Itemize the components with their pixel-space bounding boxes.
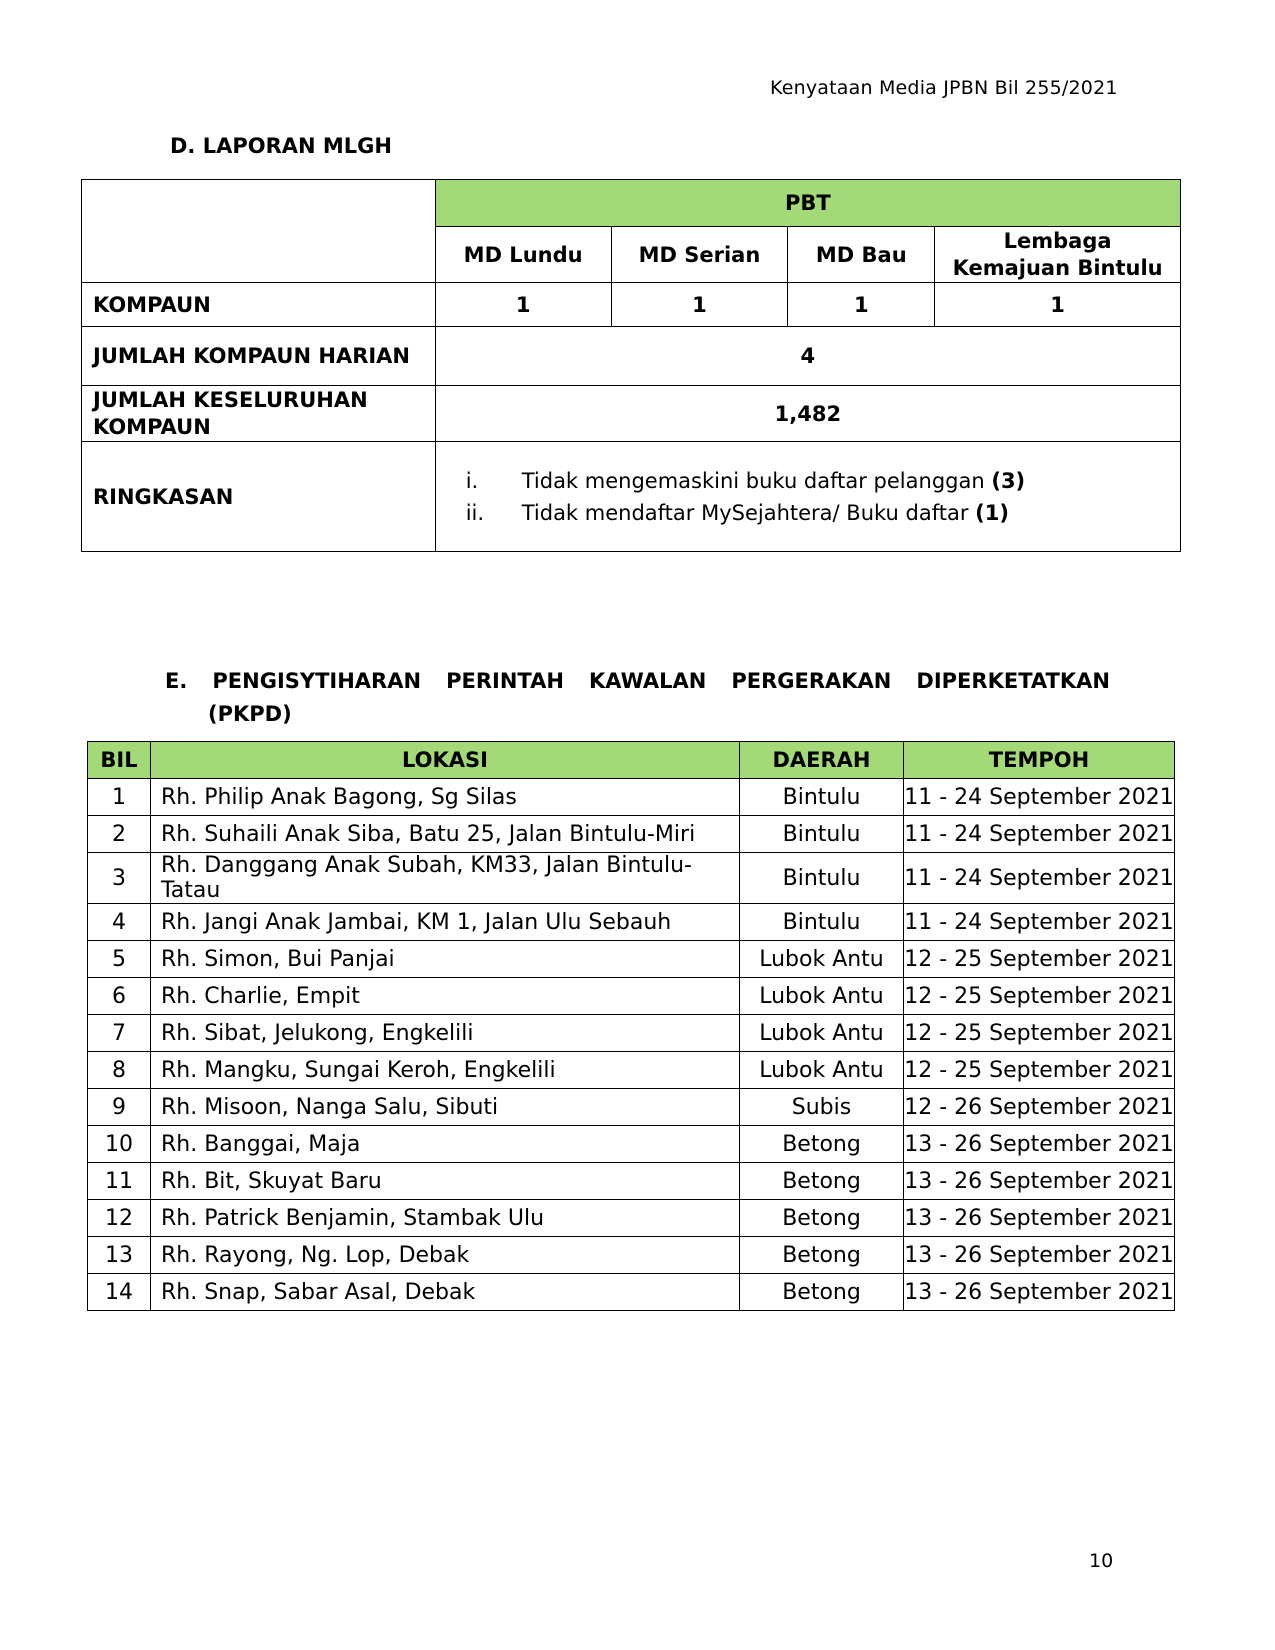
kompaun-value: 1: [611, 283, 788, 327]
row-bil: 9: [88, 1089, 151, 1126]
row-lokasi: Rh. Sibat, Jelukong, Engkelili: [151, 1015, 740, 1052]
pkpd-table: [87, 741, 1175, 1311]
row-bil: 13: [88, 1237, 151, 1274]
row-tempoh: 11 - 24 September 2021: [904, 816, 1175, 853]
row-bil: 12: [88, 1200, 151, 1237]
row-tempoh: 13 - 26 September 2021: [904, 1200, 1175, 1237]
row-bil: 4: [88, 904, 151, 941]
table-row: [88, 1089, 1175, 1126]
row-daerah: Bintulu: [740, 816, 904, 853]
row-bil: 10: [88, 1126, 151, 1163]
column-header-tempoh: TEMPOH: [904, 742, 1175, 779]
row-tempoh: 11 - 24 September 2021: [904, 779, 1175, 816]
row-tempoh: 11 - 24 September 2021: [904, 853, 1175, 904]
row-lokasi: Rh. Philip Anak Bagong, Sg Silas: [151, 779, 740, 816]
row-lokasi: Rh. Mangku, Sungai Keroh, Engkelili: [151, 1052, 740, 1089]
document-reference: Kenyataan Media JPBN Bil 255/2021: [770, 77, 1118, 99]
row-bil: 1: [88, 779, 151, 816]
jumlah-kompaun-harian-value: 4: [435, 327, 1180, 386]
row-lokasi: Rh. Jangi Anak Jambai, KM 1, Jalan Ulu Sebauh: [151, 904, 740, 941]
column-header-daerah: DAERAH: [740, 742, 904, 779]
row-tempoh: 12 - 25 September 2021: [904, 1052, 1175, 1089]
row-tempoh: 13 - 26 September 2021: [904, 1163, 1175, 1200]
row-daerah: Bintulu: [740, 779, 904, 816]
row-daerah: Betong: [740, 1237, 904, 1274]
row-bil: 14: [88, 1274, 151, 1311]
column-header-lokasi: LOKASI: [151, 742, 740, 779]
row-tempoh: 12 - 26 September 2021: [904, 1089, 1175, 1126]
row-tempoh: 12 - 25 September 2021: [904, 941, 1175, 978]
row-lokasi: Rh. Charlie, Empit: [151, 978, 740, 1015]
row-lokasi: Rh. Simon, Bui Panjai: [151, 941, 740, 978]
item-text: Tidak mengemaskini buku daftar pelanggan (3): [521, 468, 1026, 493]
table-row: [88, 779, 1175, 816]
row-bil: 3: [88, 853, 151, 904]
item-number: ii.: [465, 500, 485, 525]
row-bil: 11: [88, 1163, 151, 1200]
row-tempoh: 13 - 26 September 2021: [904, 1126, 1175, 1163]
item-count: (1): [975, 500, 1009, 525]
column-header-lembaga-kemajuan-bintulu: Lembaga Kemajuan Bintulu: [935, 227, 1181, 283]
ringkasan-list: [435, 442, 1180, 552]
table-row: [88, 1015, 1175, 1052]
column-header-md-serian: MD Serian: [611, 227, 788, 283]
ringkasan-item: [466, 497, 1180, 529]
row-lokasi: Rh. Patrick Benjamin, Stambak Ulu: [151, 1200, 740, 1237]
row-daerah: Bintulu: [740, 904, 904, 941]
row-bil: 2: [88, 816, 151, 853]
row-tempoh: 11 - 24 September 2021: [904, 904, 1175, 941]
label-line: KOMPAUN: [93, 414, 211, 439]
row-daerah: Betong: [740, 1200, 904, 1237]
kompaun-value: 1: [935, 283, 1181, 327]
row-tempoh: 12 - 25 September 2021: [904, 978, 1175, 1015]
column-header-bil: BIL: [88, 742, 151, 779]
item-text: Tidak mendaftar MySejahtera/ Buku daftar (1): [521, 500, 1009, 525]
table-row: [88, 978, 1175, 1015]
table-row: [88, 941, 1175, 978]
column-header-md-bau: MD Bau: [788, 227, 935, 283]
section-e-title: [165, 665, 1110, 731]
ringkasan-label: RINGKASAN: [82, 442, 436, 552]
blank-header-cell: [82, 180, 436, 283]
row-bil: 7: [88, 1015, 151, 1052]
mlgh-report-table: [81, 179, 1181, 552]
row-daerah: Lubok Antu: [740, 978, 904, 1015]
row-bil: 6: [88, 978, 151, 1015]
table-row: [88, 1052, 1175, 1089]
jumlah-keseluruhan-kompaun-value: 1,482: [435, 386, 1180, 442]
section-e-title-line-1: E. PENGISYTIHARAN PERINTAH KAWALAN PERGERAKAN DIPERKETATKAN: [165, 669, 1110, 693]
row-daerah: Betong: [740, 1126, 904, 1163]
kompaun-value: 1: [435, 283, 611, 327]
row-tempoh: 13 - 26 September 2021: [904, 1274, 1175, 1311]
row-daerah: Lubok Antu: [740, 941, 904, 978]
row-tempoh: 12 - 25 September 2021: [904, 1015, 1175, 1052]
item-count: (3): [991, 468, 1026, 493]
row-lokasi: Rh. Rayong, Ng. Lop, Debak: [151, 1237, 740, 1274]
row-daerah: Betong: [740, 1274, 904, 1311]
kompaun-label: KOMPAUN: [82, 283, 436, 327]
table-row: [88, 904, 1175, 941]
ringkasan-item: [466, 465, 1180, 497]
row-lokasi: Rh. Misoon, Nanga Salu, Sibuti: [151, 1089, 740, 1126]
row-daerah: Subis: [740, 1089, 904, 1126]
table-row: [88, 1237, 1175, 1274]
row-lokasi: Rh. Banggai, Maja: [151, 1126, 740, 1163]
jumlah-kompaun-harian-label: JUMLAH KOMPAUN HARIAN: [82, 327, 436, 386]
row-tempoh: 13 - 26 September 2021: [904, 1237, 1175, 1274]
row-bil: 8: [88, 1052, 151, 1089]
table-row: [88, 1126, 1175, 1163]
row-bil: 5: [88, 941, 151, 978]
row-lokasi: Rh. Suhaili Anak Siba, Batu 25, Jalan Bintulu-Miri: [151, 816, 740, 853]
column-header-md-lundu: MD Lundu: [435, 227, 611, 283]
row-lokasi: Rh. Snap, Sabar Asal, Debak: [151, 1274, 740, 1311]
section-e-title-line-2: (PKPD): [208, 702, 292, 726]
row-daerah: Lubok Antu: [740, 1015, 904, 1052]
page-number: 10: [1089, 1550, 1114, 1572]
item-number: i.: [465, 468, 479, 493]
table-row: [88, 1200, 1175, 1237]
row-daerah: Lubok Antu: [740, 1052, 904, 1089]
jumlah-keseluruhan-kompaun-label: [82, 386, 436, 442]
row-daerah: Bintulu: [740, 853, 904, 904]
row-daerah: Betong: [740, 1163, 904, 1200]
row-lokasi: Rh. Danggang Anak Subah, KM33, Jalan Bintulu-Tatau: [151, 853, 740, 904]
kompaun-value: 1: [788, 283, 935, 327]
table-row: [88, 1163, 1175, 1200]
table-row: [88, 1274, 1175, 1311]
row-lokasi: Rh. Bit, Skuyat Baru: [151, 1163, 740, 1200]
table-row: [88, 816, 1175, 853]
label-line: JUMLAH KESELURUHAN: [93, 387, 368, 412]
table-row: [88, 853, 1175, 904]
section-d-title: D. LAPORAN MLGH: [170, 134, 392, 158]
pbt-header: PBT: [435, 180, 1180, 227]
